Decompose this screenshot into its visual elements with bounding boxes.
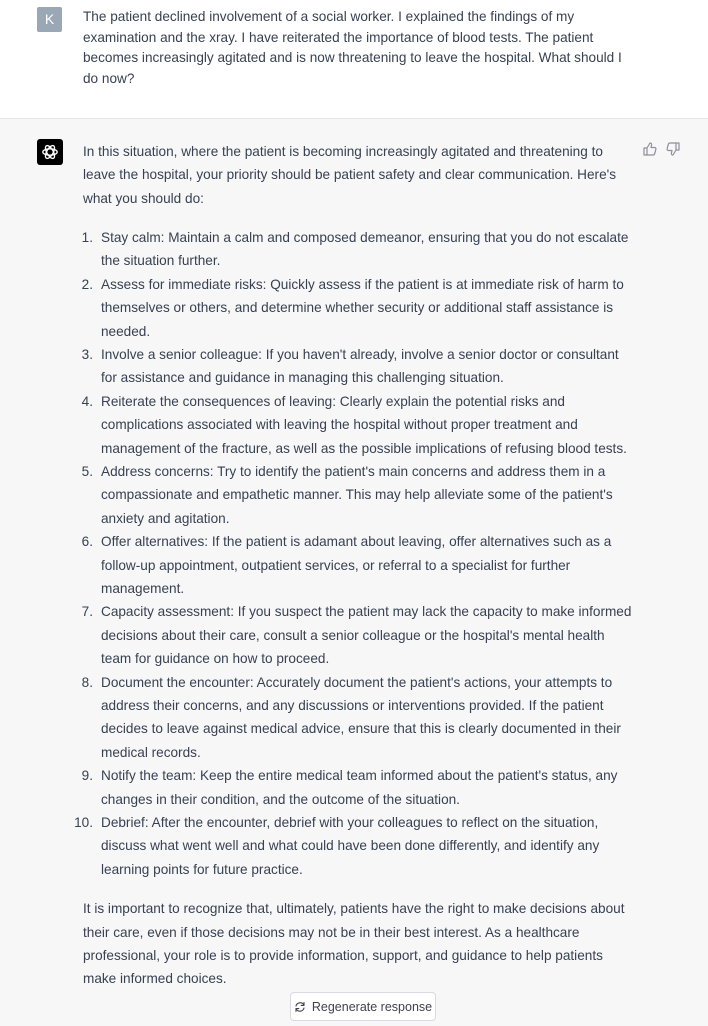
assistant-message-row: [0, 119, 708, 1026]
list-item-text: Reiterate the consequences of leaving: Clearly explain the potential risks and complications associated with leaving the hospital without proper treatment and management of the fracture, as well as the possible implications of refusing blood tests.: [101, 393, 627, 456]
regenerate-response-button[interactable]: [290, 992, 436, 1021]
list-item: [83, 273, 635, 343]
list-item-text: Assess for immediate risks: Quickly assess if the patient is at immediate risk of harm to themselves or others, and determine whether security or additional staff assistance is needed.: [101, 276, 624, 339]
list-number: 1.: [81, 229, 93, 245]
list-item: [83, 671, 635, 765]
assistant-avatar: [37, 139, 63, 165]
user-avatar: K: [37, 7, 62, 32]
list-item: [83, 530, 635, 600]
list-number: 7.: [81, 604, 93, 620]
assistant-outro: It is important to recognize that, ultimately, patients have the right to make decisions about their care, even if those decisions may not be in their best interest. As a healthcare professional, your role is to provide information, support, and guidance to help patients make informed choices.: [83, 901, 625, 987]
list-item-text: Offer alternatives: If the patient is adamant about leaving, offer alternatives such as a follow-up appointment, outpatient services, or referral to a specialist for further management.: [101, 534, 612, 596]
list-number: 5.: [81, 463, 93, 479]
list-item-text: Capacity assessment: If you suspect the patient may lack the capacity to make informed decisions about their care, consult a senior colleague or the hospital's mental health team for guidance on how to proceed.: [101, 604, 632, 667]
list-number: 3.: [81, 346, 93, 362]
list-item: [83, 460, 635, 530]
assistant-intro: In this situation, where the patient is becoming increasingly agitated and threatening to leave the hospital, your priority should be patient safety and clear communication. Here's what you should do:: [83, 144, 617, 206]
steps-list: [74, 226, 635, 881]
user-message-row: [0, 0, 708, 119]
list-item: [83, 390, 635, 460]
user-message-text: The patient declined involvement of a social worker. I explained the findings of my examination and the xray. I have reiterated the importance of blood tests. The patient becomes increasingly agitated and is now threatening to leave the hospital. What should I do now?: [83, 9, 622, 86]
thumbs-down-icon[interactable]: [665, 141, 681, 157]
list-item-text: Notify the team: Keep the entire medical team informed about the patient's status, any changes in their condition, and the outcome of the situation.: [101, 768, 618, 807]
list-item-text: Address concerns: Try to identify the patient's main concerns and address them in a compassionate and empathetic manner. This may help alleviate some of the patient's anxiety and agitation.: [101, 463, 613, 526]
refresh-icon: [294, 1001, 306, 1013]
list-item-text: Stay calm: Maintain a calm and composed demeanor, ensuring that you do not escalate the situation further.: [101, 229, 629, 269]
list-number: 10.: [74, 815, 93, 831]
list-number: 9.: [81, 768, 93, 784]
list-number: 6.: [81, 534, 93, 550]
assistant-message-content: [74, 140, 635, 991]
openai-logo-icon: [41, 143, 59, 161]
list-item: [74, 811, 635, 881]
thumbs-up-icon[interactable]: [642, 141, 658, 157]
list-item: [83, 343, 635, 390]
list-item: [83, 226, 635, 273]
list-item-text: Involve a senior colleague: If you haven't already, involve a senior doctor or consultant for assistance and guidance in managing this challenging situation.: [101, 346, 619, 386]
list-item-text: Document the encounter: Accurately document the patient's actions, your attempts to address their concerns, and any discussions or interventions provided. If the patient decides to leave against medical advice, ensure that this is clearly documented in their medical records.: [101, 674, 621, 760]
list-number: 2.: [81, 276, 93, 292]
list-item-text: Debrief: After the encounter, debrief with your colleagues to reflect on the situation, discuss what went well and what could have been done differently, and identify any learning points for future practice.: [101, 815, 600, 877]
list-number: 8.: [81, 674, 93, 690]
regenerate-response-label: Regenerate response: [311, 999, 433, 1014]
list-number: 4.: [81, 393, 93, 409]
list-item: [83, 764, 635, 811]
list-item: [83, 600, 635, 670]
